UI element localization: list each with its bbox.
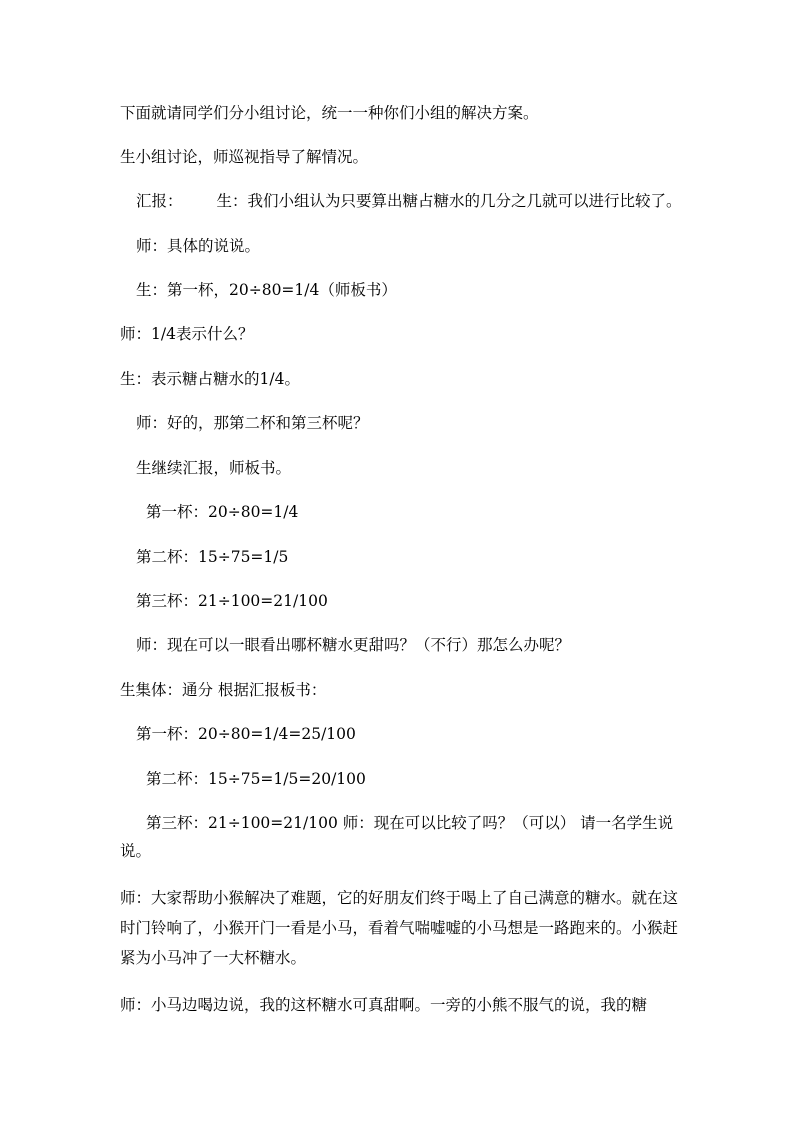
paragraph-17: 第三杯：21÷100=21/100 师：现在可以比较了吗？（可以） 请一名学生说说。 [120,814,674,860]
paragraph-11: 第二杯：15÷75=1/5 [136,548,289,566]
report-text: 生：我们小组认为只要算出糖占糖水的几分之几就可以进行比较了。 [216,192,682,210]
paragraph-10: 第一杯：20÷80=1/4 [146,503,299,521]
paragraph-5: 生：第一杯，20÷80=1/4（师板书） [136,281,397,299]
paragraph-16: 第二杯：15÷75=1/5=20/100 [146,770,366,788]
paragraph-15: 第一杯：20÷80=1/4=25/100 [136,725,356,743]
paragraph-4: 师：具体的说说。 [136,237,261,255]
paragraph-8: 师：好的，那第二杯和第三杯呢？ [136,414,369,432]
paragraph-13: 师：现在可以一眼看出哪杯糖水更甜吗？（不行）那怎么办呢？ [136,636,571,654]
paragraph-1: 下面就请同学们分小组讨论，统一一种你们小组的解决方案。 [120,104,539,122]
paragraph-18: 师：大家帮助小猴解决了难题，它的好朋友们终于喝上了自己满意的糖水。就在这时门铃响了，小猴开门一看是小马，看着气喘嘘嘘的小马想是一路跑来的。小猴赶紧为小马冲了一大杯糖水。 [120,889,679,967]
paragraph-3 [136,187,696,215]
paragraph-9: 生继续汇报，师板书。 [136,459,292,477]
paragraph-6: 师：1/4表示什么？ [120,325,254,343]
paragraph-19: 师：小马边喝边说，我的这杯糖水可真甜啊。一旁的小熊不服气的说，我的糖 [120,996,648,1014]
report-label: 汇报： [136,192,183,210]
paragraph-2: 生小组讨论，师巡视指导了解情况。 [120,148,369,166]
paragraph-7: 生：表示糖占糖水的1/4。 [120,370,300,388]
paragraph-14: 生集体：通分 根据汇报板书： [120,681,327,699]
paragraph-12: 第三杯：21÷100=21/100 [136,592,328,610]
